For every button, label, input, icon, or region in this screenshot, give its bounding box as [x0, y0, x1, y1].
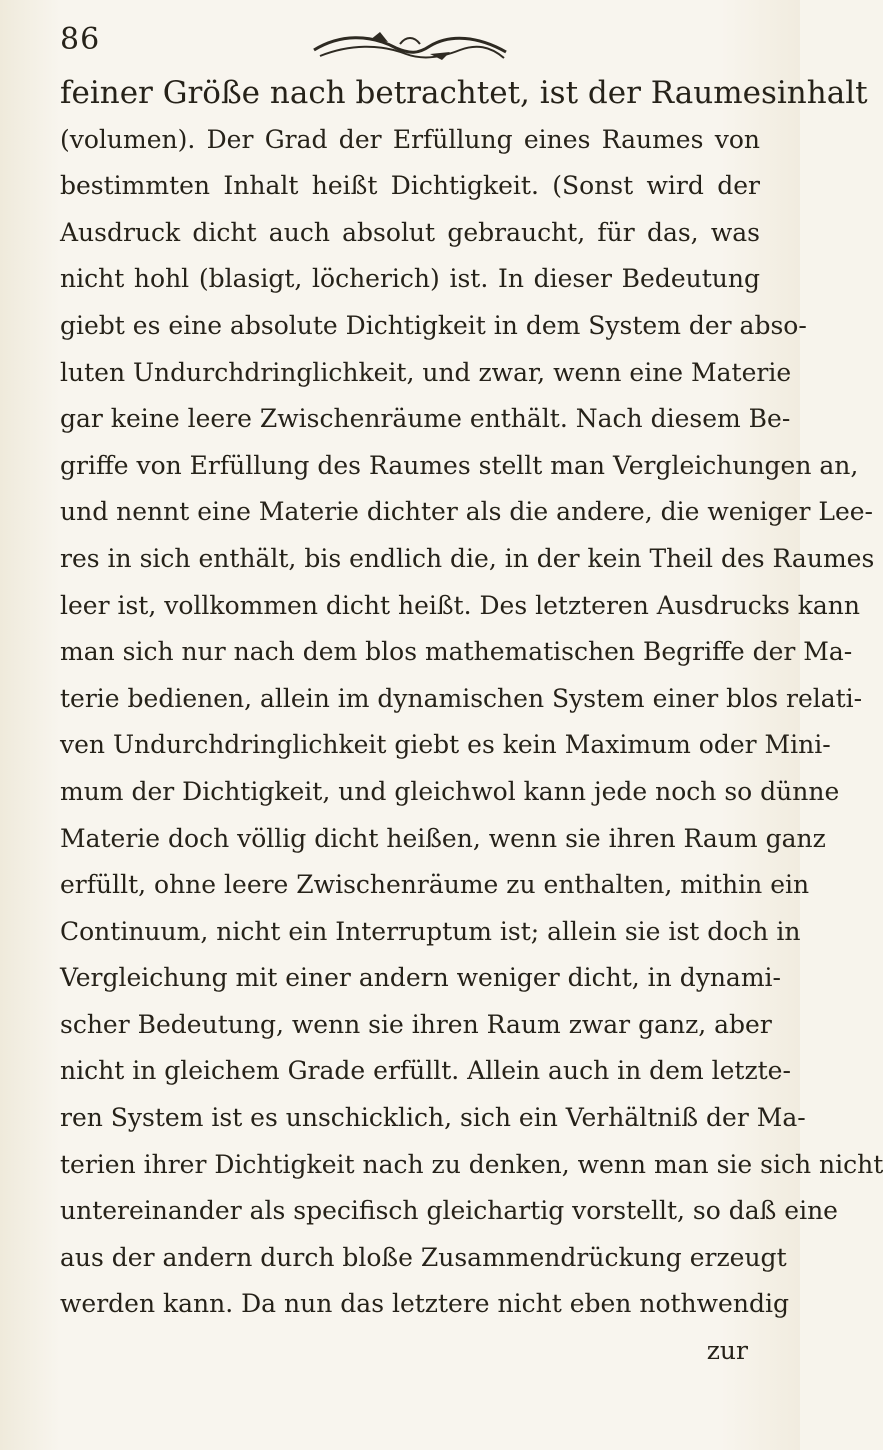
- text-line: ven Undurchdringlichkeit giebt es kein Maximum oder Mini-: [60, 730, 831, 760]
- catchword: zur: [706, 1336, 748, 1366]
- text-line: nicht hohl (blasigt, löcherich) ist. In dieser Bedeutung: [60, 264, 760, 294]
- text-line: res in sich enthält, bis endlich die, in der kein Theil des Raumes: [60, 543, 875, 573]
- text-line: aus der andern durch bloße Zusammendrückung erzeugt: [60, 1242, 787, 1272]
- text-line: Ausdruck dicht auch absolut gebraucht, für das, was: [60, 217, 760, 247]
- text-line: mum der Dichtigkeit, und gleichwol kann jede noch so dünne: [60, 776, 840, 806]
- text-line: scher Bedeutung, wenn sie ihren Raum zwar ganz, aber: [60, 1009, 772, 1039]
- page-number: 86: [60, 22, 101, 57]
- text-line: bestimmten Inhalt heißt Dichtigkeit. (Sonst wird der: [60, 171, 760, 201]
- text-line: feiner Größe nach betrachtet, ist der Raumesinhalt: [60, 75, 868, 111]
- text-line: werden kann. Da nun das letztere nicht eben nothwendig: [60, 1289, 789, 1319]
- text-line: Continuum, nicht ein Interruptum ist; allein sie ist doch in: [60, 916, 801, 946]
- text-line: Vergleichung mit einer andern weniger dicht, in dynami-: [60, 963, 781, 993]
- text-line: und nennt eine Materie dichter als die andere, die weniger Lee-: [60, 497, 873, 527]
- text-line: luten Undurchdringlichkeit, und zwar, wenn eine Materie: [60, 357, 792, 387]
- text-line: Materie doch völlig dicht heißen, wenn sie ihren Raum ganz: [60, 823, 826, 853]
- text-line: nicht in gleichem Grade erfüllt. Allein auch in dem letzte-: [60, 1056, 791, 1086]
- text-line: giebt es eine absolute Dichtigkeit in dem System der abso-: [60, 310, 807, 340]
- text-line: terie bedienen, allein im dynamischen System einer blos relati-: [60, 683, 863, 713]
- text-line: gar keine leere Zwischenräume enthält. Nach diesem Be-: [60, 404, 791, 434]
- text-line: (volumen). Der Grad der Erfüllung eines Raumes von: [60, 124, 760, 154]
- text-line: terien ihrer Dichtigkeit nach zu denken, wenn man sie sich nicht: [60, 1149, 883, 1179]
- text-line: man sich nur nach dem blos mathematischen Begriffe der Ma-: [60, 637, 853, 667]
- text-line: untereinander als specifisch gleichartig vorstellt, so daß eine: [60, 1196, 838, 1226]
- body-text: [60, 70, 883, 1375]
- text-line: erfüllt, ohne leere Zwischenräume zu enthalten, mithin ein: [60, 870, 810, 900]
- text-line: leer ist, vollkommen dicht heißt. Des letzteren Ausdrucks kann: [60, 590, 860, 620]
- text-line: griffe von Erfüllung des Raumes stellt man Vergleichungen an,: [60, 450, 859, 480]
- text-line: ren System ist es unschicklich, sich ein Verhältniß der Ma-: [60, 1103, 806, 1133]
- printer-ornament-icon: [310, 30, 510, 64]
